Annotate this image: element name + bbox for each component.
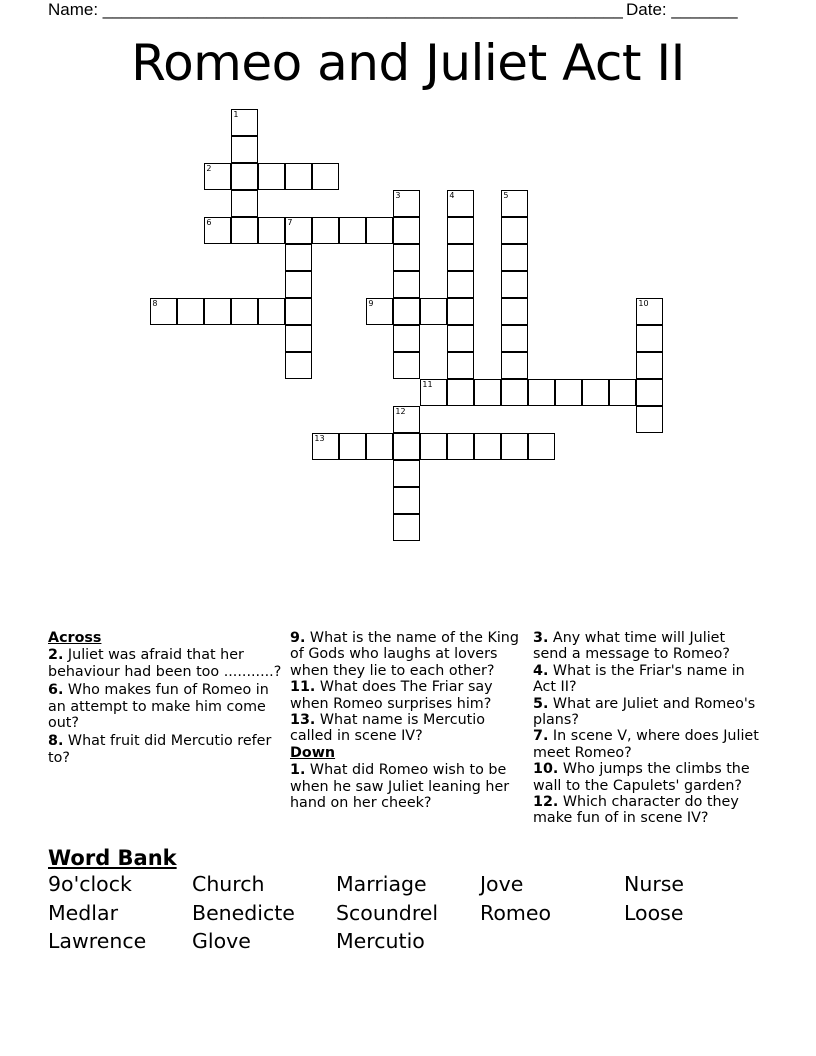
clue-text: What name is Mercutio called in scene IV? [290, 712, 485, 745]
clues-column-2 [290, 630, 526, 813]
clue-number: 1. [290, 762, 306, 779]
clue-across-9 [290, 630, 526, 679]
clues-column-1 [48, 630, 284, 768]
clue-number: 11. [290, 679, 316, 696]
word-bank-item: Glove [192, 929, 251, 953]
crossword-cell[interactable] [528, 433, 555, 460]
crossword-cell[interactable] [366, 298, 393, 325]
crossword-cell[interactable] [393, 514, 420, 541]
date-label: Date: [626, 0, 672, 19]
crossword-cell[interactable] [393, 298, 420, 325]
crossword-cell[interactable] [204, 298, 231, 325]
crossword-cell[interactable] [231, 163, 258, 190]
clue-number: 13. [290, 712, 316, 729]
name-line: _______________________________________________________ [102, 0, 623, 19]
crossword-cell[interactable] [258, 163, 285, 190]
crossword-cell[interactable] [447, 271, 474, 298]
down-heading: Down [290, 744, 336, 761]
cell-number: 1 [233, 110, 239, 120]
clue-text: Which character do they make fun of in scene IV? [533, 794, 739, 827]
clue-text: What is the name of the King of Gods who laughs at lovers when they lie to each other? [290, 630, 519, 679]
word-bank-title: Word Bank [48, 846, 177, 870]
clue-text: What fruit did Mercutio refer to? [48, 733, 272, 766]
crossword-cell[interactable] [447, 190, 474, 217]
crossword-cell[interactable] [312, 217, 339, 244]
crossword-cell[interactable] [636, 298, 663, 325]
crossword-cell[interactable] [393, 487, 420, 514]
crossword-cell[interactable] [393, 406, 420, 433]
crossword-cell[interactable] [393, 190, 420, 217]
crossword-cell[interactable] [285, 217, 312, 244]
cell-number: 10 [638, 299, 649, 309]
crossword-cell[interactable] [393, 325, 420, 352]
crossword-cell[interactable] [177, 298, 204, 325]
crossword-cell[interactable] [312, 163, 339, 190]
clue-down-12 [533, 794, 761, 827]
crossword-cell[interactable] [339, 217, 366, 244]
crossword-cell[interactable] [258, 298, 285, 325]
cell-number: 8 [152, 299, 158, 309]
clue-text: What are Juliet and Romeo's plans? [533, 695, 756, 729]
word-bank-item: Scoundrel [336, 901, 439, 925]
clue-down-10 [533, 761, 761, 794]
across-heading: Across [48, 630, 102, 646]
crossword-cell[interactable] [231, 217, 258, 244]
clue-down-5 [533, 696, 761, 729]
crossword-cell[interactable] [582, 379, 609, 406]
crossword-cell[interactable] [501, 190, 528, 217]
crossword-cell[interactable] [231, 190, 258, 217]
clue-down-1 [290, 762, 526, 811]
clue-across-11 [290, 679, 526, 712]
clue-number: 8. [48, 733, 64, 750]
crossword-cell[interactable] [231, 298, 258, 325]
crossword-cell[interactable] [285, 325, 312, 352]
date-line: _______ [671, 0, 738, 19]
crossword-cell[interactable] [501, 298, 528, 325]
crossword-cell[interactable] [366, 217, 393, 244]
word-bank-item: Medlar [48, 901, 118, 925]
clue-text: What is the Friar's name in Act II? [533, 662, 745, 696]
crossword-cell[interactable] [501, 244, 528, 271]
word-bank-item: Lawrence [48, 929, 147, 953]
clue-across-6 [48, 682, 284, 731]
crossword-cell[interactable] [420, 379, 447, 406]
crossword-cell[interactable] [312, 433, 339, 460]
clue-down-4 [533, 663, 761, 696]
crossword-cell[interactable] [474, 379, 501, 406]
crossword-cell[interactable] [420, 298, 447, 325]
crossword-cell[interactable] [501, 352, 528, 379]
crossword-cell[interactable] [501, 325, 528, 352]
crossword-cell[interactable] [501, 217, 528, 244]
clue-number: 7. [533, 728, 549, 745]
crossword-cell[interactable] [636, 406, 663, 433]
clue-across-8 [48, 733, 284, 766]
word-bank-item: Benedicte [192, 901, 295, 925]
crossword-cell[interactable] [285, 298, 312, 325]
word-bank-item: Loose [624, 901, 684, 925]
cell-number: 3 [395, 191, 401, 201]
crossword-cell[interactable] [393, 433, 420, 460]
crossword-cell[interactable] [636, 352, 663, 379]
clue-text: What does The Friar say when Romeo surprises him? [290, 679, 493, 712]
clue-down-7 [533, 728, 761, 761]
crossword-cell[interactable] [285, 244, 312, 271]
cell-number: 2 [206, 164, 212, 174]
clue-text: Who makes fun of Romeo in an attempt to make him come out? [48, 682, 269, 732]
clue-text: Juliet was afraid that her behaviour had been too ...........? [48, 647, 282, 680]
crossword-cell[interactable] [366, 433, 393, 460]
crossword-cell[interactable] [447, 379, 474, 406]
crossword-cell[interactable] [501, 271, 528, 298]
crossword-cell[interactable] [474, 433, 501, 460]
clue-number: 9. [290, 630, 306, 646]
cell-number: 7 [287, 218, 293, 228]
word-bank-item: Mercutio [336, 929, 425, 953]
cell-number: 6 [206, 218, 212, 228]
clue-text: Any what time will Juliet send a message to Romeo? [533, 630, 731, 663]
word-bank-item: Jove [480, 872, 524, 896]
crossword-cell[interactable] [447, 217, 474, 244]
crossword-cell[interactable] [447, 298, 474, 325]
crossword-cell[interactable] [231, 136, 258, 163]
clue-down-3 [533, 630, 761, 663]
clue-number: 4. [533, 662, 549, 679]
clue-across-2 [48, 647, 284, 680]
cell-number: 5 [503, 191, 509, 201]
word-bank-item: Church [192, 872, 265, 896]
word-bank-item: Nurse [624, 872, 685, 896]
cell-number: 9 [368, 299, 374, 309]
crossword-cell[interactable] [150, 298, 177, 325]
crossword-cell[interactable] [339, 433, 366, 460]
clue-number: 5. [533, 695, 549, 712]
crossword-cell[interactable] [285, 271, 312, 298]
crossword-cell[interactable] [501, 433, 528, 460]
clue-across-13 [290, 712, 526, 745]
clue-text: What did Romeo wish to be when he saw Juliet leaning her hand on her cheek? [290, 762, 510, 812]
crossword-cell[interactable] [285, 163, 312, 190]
crossword-cell[interactable] [420, 433, 447, 460]
clue-number: 10. [533, 761, 559, 778]
crossword-cell[interactable] [447, 244, 474, 271]
crossword-cell[interactable] [609, 379, 636, 406]
cell-number: 4 [449, 191, 455, 201]
crossword-cell[interactable] [393, 271, 420, 298]
word-bank-item: 9o'clock [48, 872, 132, 896]
crossword-cell[interactable] [258, 217, 285, 244]
crossword-cell[interactable] [447, 352, 474, 379]
clue-number: 6. [48, 682, 64, 699]
crossword-cell[interactable] [204, 217, 231, 244]
crossword-cell[interactable] [501, 379, 528, 406]
clues-column-3 [533, 630, 761, 827]
crossword-cell[interactable] [447, 433, 474, 460]
cell-number: 11 [422, 380, 433, 390]
crossword-cell[interactable] [204, 163, 231, 190]
name-label: Name: [48, 0, 103, 19]
crossword-cell[interactable] [393, 460, 420, 487]
page-title: Romeo and Juliet Act II [131, 34, 685, 92]
clue-text: In scene V, where does Juliet meet Romeo? [533, 728, 759, 761]
crossword-cell[interactable] [393, 217, 420, 244]
crossword-cell[interactable] [285, 352, 312, 379]
crossword-cell[interactable] [231, 109, 258, 136]
crossword-cell[interactable] [393, 244, 420, 271]
crossword-cell[interactable] [447, 325, 474, 352]
cell-number: 12 [395, 407, 406, 417]
cell-number: 13 [314, 434, 325, 444]
clue-number: 2. [48, 647, 64, 664]
clue-number: 12. [533, 794, 559, 811]
clue-number: 3. [533, 630, 549, 646]
word-bank-item: Romeo [480, 901, 551, 925]
crossword-cell[interactable] [636, 325, 663, 352]
clue-text: Who jumps the climbs the wall to the Capulets' garden? [533, 761, 750, 794]
crossword-cell[interactable] [636, 379, 663, 406]
crossword-cell[interactable] [528, 379, 555, 406]
crossword-cell[interactable] [393, 352, 420, 379]
crossword-cell[interactable] [555, 379, 582, 406]
word-bank-item: Marriage [336, 872, 427, 896]
